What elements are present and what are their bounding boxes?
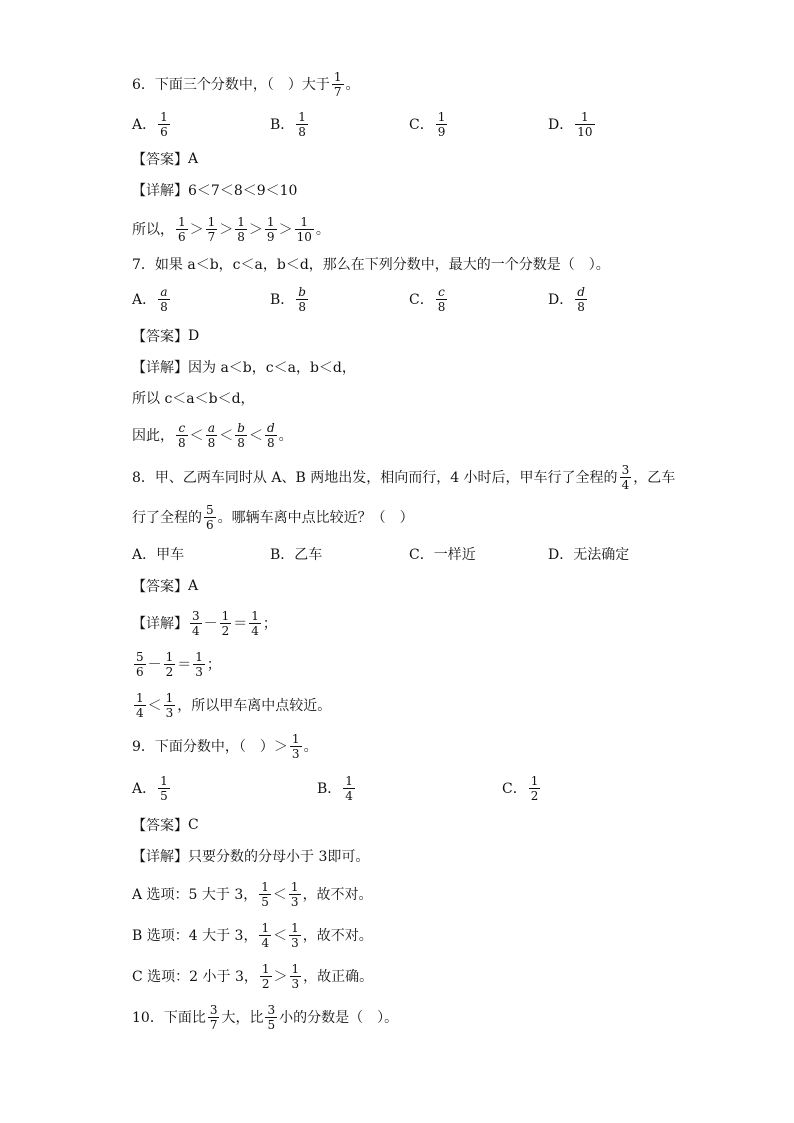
q9-answer: 【答案】 C bbox=[132, 817, 199, 834]
q7-option-a: A． $\frac{a}{8}$ bbox=[132, 284, 168, 314]
q7-stem: 7．如果 a＜b，c＜a，b＜d，那么在下列分数中，最大的一个分数是（ ）。 bbox=[132, 257, 610, 273]
q6-conclusion: 所以， $\frac{1}{6}$ ＞ $\frac{1}{7}$ ＞ $\frac{1}{8}$ ＞ $\frac{1}{9}$ ＞ $\frac{1}{10}$ 。 bbox=[132, 214, 330, 244]
q7-line3: 因此， $\frac{c}{8}$ ＜ $\frac{a}{8}$ ＜ $\frac{b}{8}$ ＜ $\frac{d}{8}$ 。 bbox=[132, 420, 293, 450]
q9-option-a: A． $\frac{1}{5}$ bbox=[132, 773, 168, 803]
q8-detail-compare: $\frac{1}{4}$ ＜ $\frac{1}{3}$ ，所以甲车离中点较近。 bbox=[136, 690, 332, 720]
q9-row-b: B 选项：4 大于 3， $\frac{1}{4}$ ＜ $\frac{1}{3}$ ，故不对。 bbox=[132, 920, 373, 950]
q7-option-b: B． $\frac{b}{8}$ bbox=[270, 284, 306, 314]
q6-option-b: B． $\frac{1}{8}$ bbox=[270, 109, 306, 139]
q9-stem: 9．下面分数中，（ ）＞ $\frac{1}{3}$ 。 bbox=[132, 731, 318, 761]
q6-option-d: D． $\frac{1}{10}$ bbox=[548, 109, 593, 139]
q6-stem: 6．下面三个分数中，（ ）大于 $\frac{1}{7}$ 。 bbox=[132, 69, 360, 99]
q9-detail: 【详解】 只要分数的分母小于 3即可。 bbox=[132, 849, 370, 865]
q8-answer: 【答案】 A bbox=[132, 578, 199, 595]
q6-detail: 【详解】 6＜7＜8＜9＜10 bbox=[132, 183, 298, 199]
q6-option-a: A． $\frac{1}{6}$ bbox=[132, 109, 168, 139]
q9-option-c: C． $\frac{1}{2}$ bbox=[502, 773, 539, 803]
q6-stem-fraction: $\frac{1}{7}$ bbox=[333, 69, 342, 99]
q10-stem: 10．下面比 $\frac{3}{7}$ 大，比 $\frac{3}{5}$ 小的分数是（ ）。 bbox=[132, 1002, 399, 1032]
q8-option-c: C．一样近 bbox=[409, 547, 476, 563]
q7-option-d: D． $\frac{d}{8}$ bbox=[548, 284, 585, 314]
q8-stem-line1: 8．甲、乙两车同时从 A、B 两地出发，相向而行，4 小时后，甲车行了全程的 $\frac{3}{4}$ ，乙车 bbox=[132, 462, 676, 492]
q8-option-a: A．甲车 bbox=[132, 547, 185, 563]
q8-stem-line2: 行了全程的 $\frac{5}{6}$ 。哪辆车离中点比较近？（ ） bbox=[132, 502, 414, 532]
q7-detail: 【详解】 因为 a＜b，c＜a，b＜d， bbox=[132, 360, 356, 376]
q6-answer: 【答案】 A bbox=[132, 151, 199, 168]
q8-option-b: B．乙车 bbox=[270, 547, 323, 563]
q9-row-c: C 选项：2 小于 3， $\frac{1}{2}$ ＞ $\frac{1}{3}$ ，故正确。 bbox=[132, 961, 374, 991]
q8-detail-eq1: 【详解】 $\frac{3}{4}$ － $\frac{1}{2}$ ＝ $\frac{1}{4}$ ； bbox=[132, 608, 277, 638]
q7-answer: 【答案】 D bbox=[132, 328, 200, 345]
q9-row-a: A 选项：5 大于 3， $\frac{1}{5}$ ＜ $\frac{1}{3}$ ，故不对。 bbox=[132, 879, 373, 909]
q7-option-c: C． $\frac{c}{8}$ bbox=[409, 284, 446, 314]
q8-option-d: D．无法确定 bbox=[548, 547, 630, 563]
q9-option-b: B． $\frac{1}{4}$ bbox=[317, 773, 353, 803]
q8-detail-eq2: $\frac{5}{6}$ － $\frac{1}{2}$ ＝ $\frac{1}{3}$ ； bbox=[136, 649, 221, 679]
q7-line2: 所以 c＜a＜b＜d， bbox=[132, 391, 255, 407]
q6-option-c: C． $\frac{1}{9}$ bbox=[409, 109, 446, 139]
